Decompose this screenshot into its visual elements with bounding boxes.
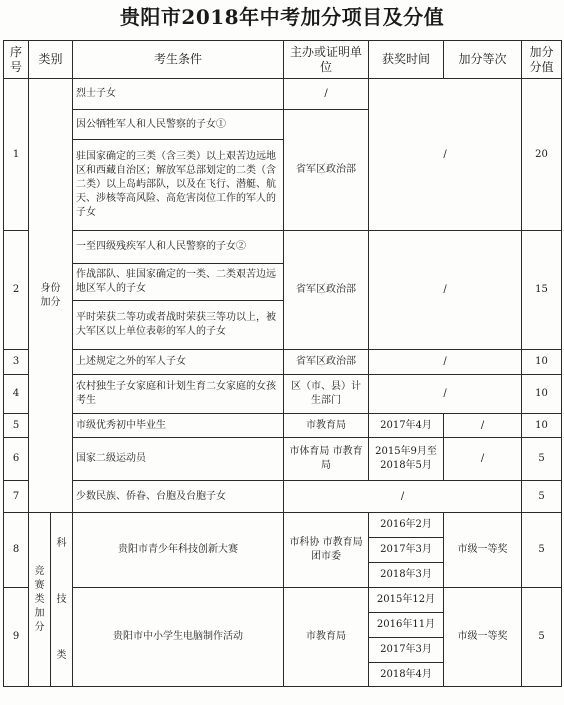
time-cell: 2015年9月至2018年5月 (369, 438, 444, 481)
seq-cell: 6 (4, 438, 29, 481)
condition-cell: 一至四级残疾军人和人民警察的子女② (73, 231, 284, 264)
table-row (4, 481, 562, 513)
header-seq: 序号 (4, 41, 29, 79)
table-row (4, 588, 562, 613)
seq-cell: 4 (4, 375, 29, 414)
condition-cell: 少数民族、侨眷、台胞及台胞子女 (73, 481, 284, 513)
condition-cell: 因公牺牲军人和人民警察的子女① (73, 110, 284, 140)
unit-cell: 省军区政治部 (284, 110, 369, 231)
seq-cell: 3 (4, 350, 29, 375)
score-cell: 10 (522, 350, 562, 375)
time-cell: 2018年3月 (369, 563, 444, 588)
score-cell: 5 (522, 438, 562, 481)
header-unit: 主办或证明单位 (284, 41, 369, 79)
unit-cell: 市体育局 市教育局 (284, 438, 369, 481)
time-cell: 2017年3月 (369, 638, 444, 663)
time-cell: 2016年2月 (369, 513, 444, 538)
level-cell: 市级一等奖 (444, 513, 522, 588)
time-cell: 2015年12月 (369, 588, 444, 613)
condition-cell: 上述规定之外的军人子女 (73, 350, 284, 375)
condition-cell: 贵阳市中小学生电脑制作活动 (73, 588, 284, 687)
time-cell: 2016年11月 (369, 613, 444, 638)
category-identity-cell (29, 79, 73, 513)
condition-cell: 烈士子女 (73, 79, 284, 110)
time-level-cell: / (369, 350, 522, 375)
seq-cell: 8 (4, 513, 29, 588)
unit-cell: 市教育局 (284, 414, 369, 438)
condition-cell: 农村独生子女家庭和计划生育二女家庭的女孩考生 (73, 375, 284, 414)
time-level-cell: / (369, 375, 522, 414)
condition-cell: 贵阳市青少年科技创新大赛 (73, 513, 284, 588)
unit-cell: / (284, 79, 369, 110)
condition-cell: 驻国家确定的三类（含三类）以上艰苦边远地区和西藏自治区；解放军总部划定的二类（含二类）以上岛屿部队，以及在飞行、潜艇、航天、涉核等高风险、高危害岗位工作的军人的子女 (73, 140, 284, 231)
header-conditions: 考生条件 (73, 41, 284, 79)
header-level: 加分等次 (444, 41, 522, 79)
time-cell: 2017年3月 (369, 538, 444, 563)
category-sci-label: 科技类 (56, 537, 67, 661)
condition-cell: 作战部队、驻国家确定的一类、二类艰苦边远地区军人的子女 (73, 264, 284, 301)
score-cell: 5 (522, 513, 562, 588)
time-level-cell: / (369, 79, 522, 231)
table-row (4, 350, 562, 375)
category-sci-cell (51, 513, 73, 687)
bonus-points-table (3, 40, 562, 687)
seq-cell: 5 (4, 414, 29, 438)
score-cell: 15 (522, 231, 562, 350)
condition-cell: 平时荣获二等功或者战时荣获三等功以上，被大军区以上单位表彰的军人的子女 (73, 301, 284, 350)
header-score: 加分分值 (522, 41, 562, 79)
header-category: 类别 (29, 41, 73, 79)
score-cell: 20 (522, 79, 562, 231)
time-cell: 2018年4月 (369, 663, 444, 687)
table-row (4, 414, 562, 438)
unit-time-level-cell: / (284, 481, 522, 513)
seq-cell: 1 (4, 79, 29, 231)
score-cell: 5 (522, 588, 562, 687)
table-row (4, 513, 562, 538)
level-cell: / (444, 438, 522, 481)
score-cell: 10 (522, 375, 562, 414)
seq-cell: 2 (4, 231, 29, 350)
unit-cell: 市教育局 (284, 588, 369, 687)
table-row (4, 231, 562, 264)
category-identity-label: 身份加分 (40, 282, 61, 308)
unit-cell: 市科协 市教育局 团市委 (284, 513, 369, 588)
condition-cell: 市级优秀初中毕业生 (73, 414, 284, 438)
level-cell: 市级一等奖 (444, 588, 522, 687)
time-cell: 2017年4月 (369, 414, 444, 438)
seq-cell: 9 (4, 588, 29, 687)
unit-cell: 省军区政治部 (284, 350, 369, 375)
table-row (4, 375, 562, 414)
header-time: 获奖时间 (369, 41, 444, 79)
page-title: 贵阳市2018年中考加分项目及分值 (119, 5, 445, 29)
category-competition-label: 竞赛类加分 (34, 565, 45, 633)
score-cell: 10 (522, 414, 562, 438)
table-row (4, 438, 562, 481)
time-level-cell: / (369, 231, 522, 350)
condition-cell: 国家二级运动员 (73, 438, 284, 481)
seq-cell: 7 (4, 481, 29, 513)
level-cell: / (444, 414, 522, 438)
score-cell: 5 (522, 481, 562, 513)
header-row (4, 41, 562, 79)
table-row (4, 79, 562, 110)
category-competition-cell (29, 513, 51, 687)
unit-cell: 区（市、县）计生部门 (284, 375, 369, 414)
unit-cell: 省军区政治部 (284, 231, 369, 350)
